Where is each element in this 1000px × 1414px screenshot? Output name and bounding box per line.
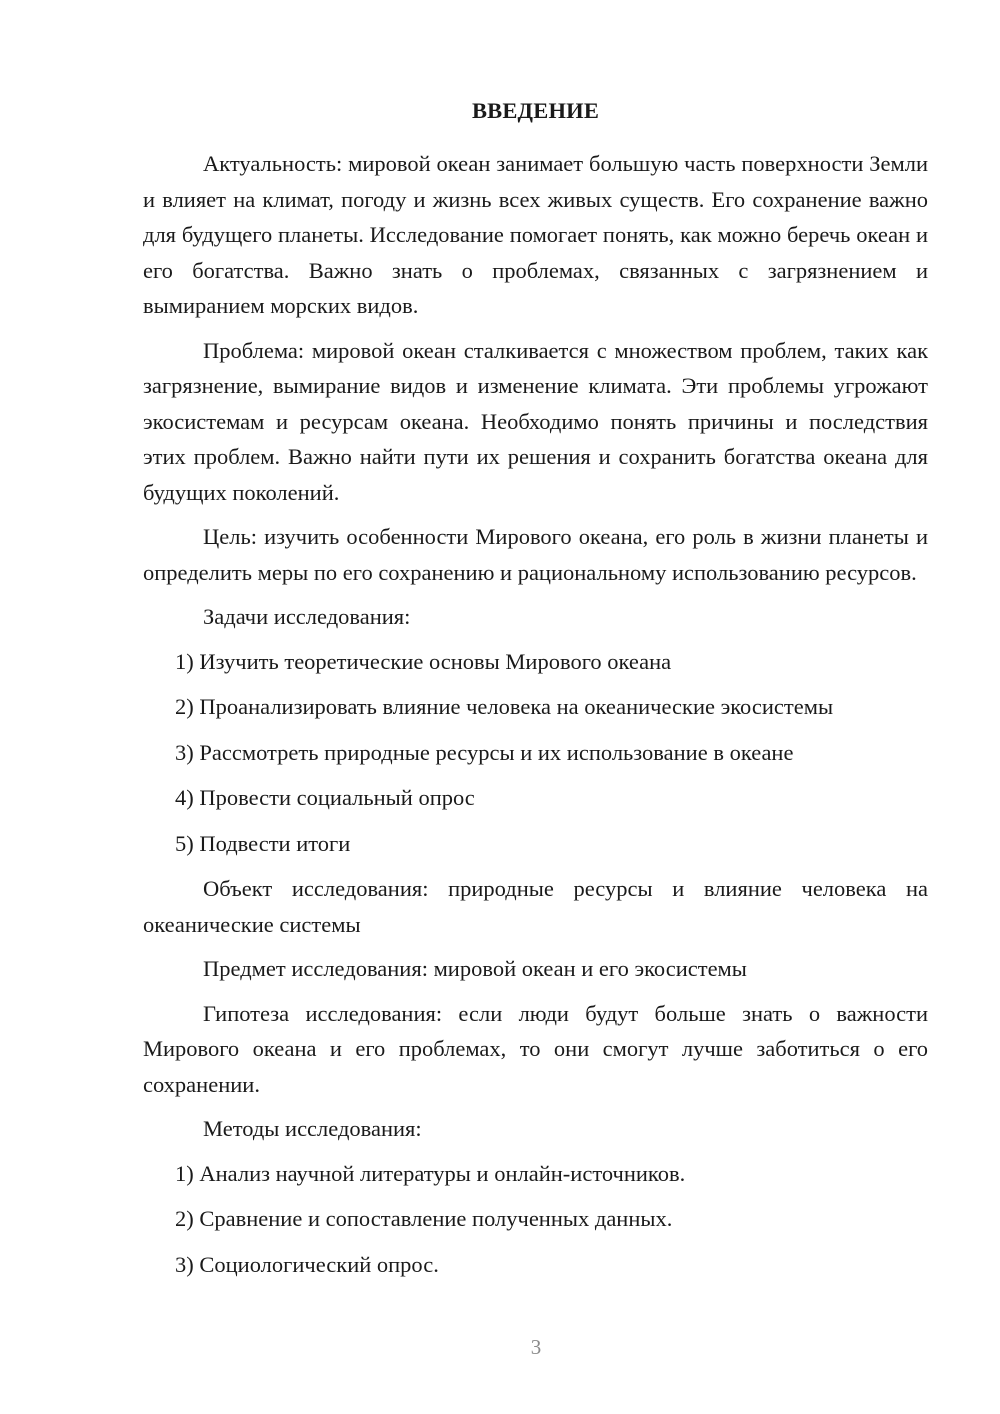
method-item: 3) Социологический опрос. xyxy=(175,1251,439,1277)
task-item: 4) Провести социальный опрос xyxy=(175,785,475,810)
hypothesis-paragraph: Гипотеза исследования: если люди будут больше знать о важности Мирового океана и его проблемах, то они смогут лучше заботиться о его сохранении. xyxy=(143,1000,928,1097)
method-item: 2) Сравнение и сопоставление полученных данных. xyxy=(175,1206,673,1231)
task-item: 2) Проанализировать влияние человека на океанические экосистемы xyxy=(175,694,834,719)
document-page xyxy=(143,96,928,1292)
page-title: ВВЕДЕНИЕ xyxy=(471,98,600,123)
relevance-paragraph: Актуальность: мировой океан занимает большую часть поверхности Земли и влияет на климат, погоду и жизнь всех живых существ. Его сохранение важно для будущего планеты. Исследование помогает понять, как можно беречь океан и его богатства. Важно знать о проблемах, связанных с загрязнением и вымиранием морских видов. xyxy=(143,151,928,318)
goal-paragraph: Цель: изучить особенности Мирового океана, его роль в жизни планеты и определить меры по его сохранению и рациональному использованию ресурсов. xyxy=(143,524,928,585)
page-number: 3 xyxy=(530,1335,542,1359)
tasks-list xyxy=(143,644,928,862)
subject-paragraph: Предмет исследования: мировой океан и его экосистемы xyxy=(203,956,747,981)
method-item: 1) Анализ научной литературы и онлайн-источников. xyxy=(175,1160,686,1186)
object-paragraph: Объект исследования: природные ресурсы и влияние человека на океанические системы xyxy=(143,876,928,937)
problem-paragraph: Проблема: мировой океан сталкивается с множеством проблем, таких как загрязнение, вымирание видов и изменение климата. Эти проблемы угрожают экосистемам и ресурсам океана. Необходимо понять причины и последствия этих проблем. Важно найти пути их решения и сохранить богатства океана для будущих поколений. xyxy=(143,337,928,505)
task-item: 1) Изучить теоретические основы Мирового океана xyxy=(175,648,672,674)
methods-heading: Методы исследования: xyxy=(203,1116,422,1141)
task-item: 5) Подвести итоги xyxy=(175,830,351,856)
task-item: 3) Рассмотреть природные ресурсы и их использование в океане xyxy=(175,739,794,765)
methods-list xyxy=(143,1156,928,1283)
tasks-heading: Задачи исследования: xyxy=(203,604,411,629)
